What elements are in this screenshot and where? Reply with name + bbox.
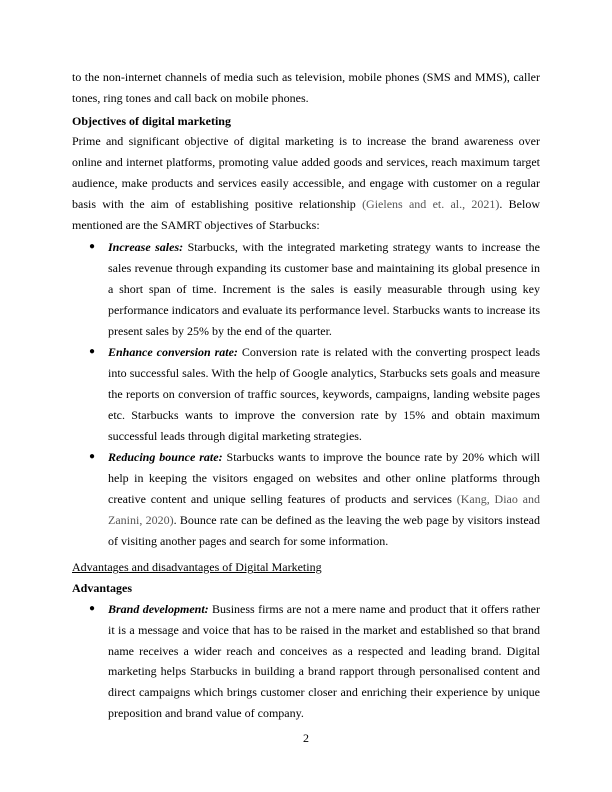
objectives-heading: Objectives of digital marketing <box>72 113 231 128</box>
page-number: 2 <box>303 731 309 745</box>
bullet-icon: ● <box>89 602 96 614</box>
list-item <box>72 237 540 341</box>
list-item-text: Conversion rate is related with the converting prospect leads into successful sales. With the help of Google analytics, Starbucks sets goals and measure the reports on conversion of traffic sources, keywords, campaigns, landing website pages etc. Starbucks wants to improve the conversion rate by 15% and obtain maximum successful leads through digital marketing strategies. <box>108 345 540 443</box>
objectives-paragraph-tail: . Below mentioned are the SAMRT objectives of Starbucks: <box>72 196 540 232</box>
objectives-paragraph <box>72 131 540 235</box>
objectives-list <box>72 237 540 551</box>
list-item <box>72 447 540 551</box>
list-item-term: Enhance conversion rate: <box>108 345 238 360</box>
bullet-icon: ● <box>89 451 96 463</box>
bullet-icon: ● <box>89 241 96 253</box>
list-item <box>72 342 540 446</box>
advantages-subheading: Advantages <box>72 581 133 596</box>
list-item-citation: (Kang, Diao and Zanini, 2020) <box>108 491 541 527</box>
list-item-text: Starbucks, with the integrated marketing strategy wants to increase the sales revenue through expanding its customer base and maintaining its global presence in a short span of time. Increment is the sales is easily measurable through using key performance indicators and evaluate its performance level. Starbucks wants to increase its present sales by 25% by the end of the quarter. <box>108 240 540 338</box>
advantages-list <box>72 599 540 724</box>
advantages-disadvantages-heading: Advantages and disadvantages of Digital Marketing <box>72 560 322 575</box>
list-item-text-after: . Bounce rate can be defined as the leaving the web page by visitors instead of visiting another pages and search for some information. <box>108 512 540 548</box>
list-item-text: Starbucks wants to improve the bounce rate by 20% which will help in keeping the visitors engaged on websites and other online platforms through creative content and unique selling features of products and services <box>108 450 540 506</box>
list-item <box>72 599 540 724</box>
page-body <box>72 67 540 725</box>
bullet-icon: ● <box>89 346 96 358</box>
objectives-citation: (Gielens and et. al., 2021) <box>362 196 500 211</box>
list-item-term: Brand development: <box>108 601 209 616</box>
objectives-paragraph-text: Prime and significant objective of digital marketing is to increase the brand awareness over online and internet platforms, promoting value added goods and services, reach maximum target audience, make products and services easily accessible, and engage with customer on a regular basis with the aim of establishing positive relationship <box>72 134 540 211</box>
list-item-term: Increase sales: <box>108 240 184 255</box>
intro-paragraph: to the non-internet channels of media such as television, mobile phones (SMS and MMS), caller tones, ring tones and call back on mobile phones. <box>72 70 540 105</box>
list-item-text: Business firms are not a mere name and product that it offers rather it is a message and voice that has to be raised in the market and established so that brand name receives a wider reach and conceives as a respected and leading brand. Digital marketing helps Starbucks in building a brand rapport through personalised content and direct campaigns which brings customer closer and enriching their experience by unique preposition and brand value of company. <box>108 601 541 720</box>
list-item-term: Reducing bounce rate: <box>108 450 223 465</box>
